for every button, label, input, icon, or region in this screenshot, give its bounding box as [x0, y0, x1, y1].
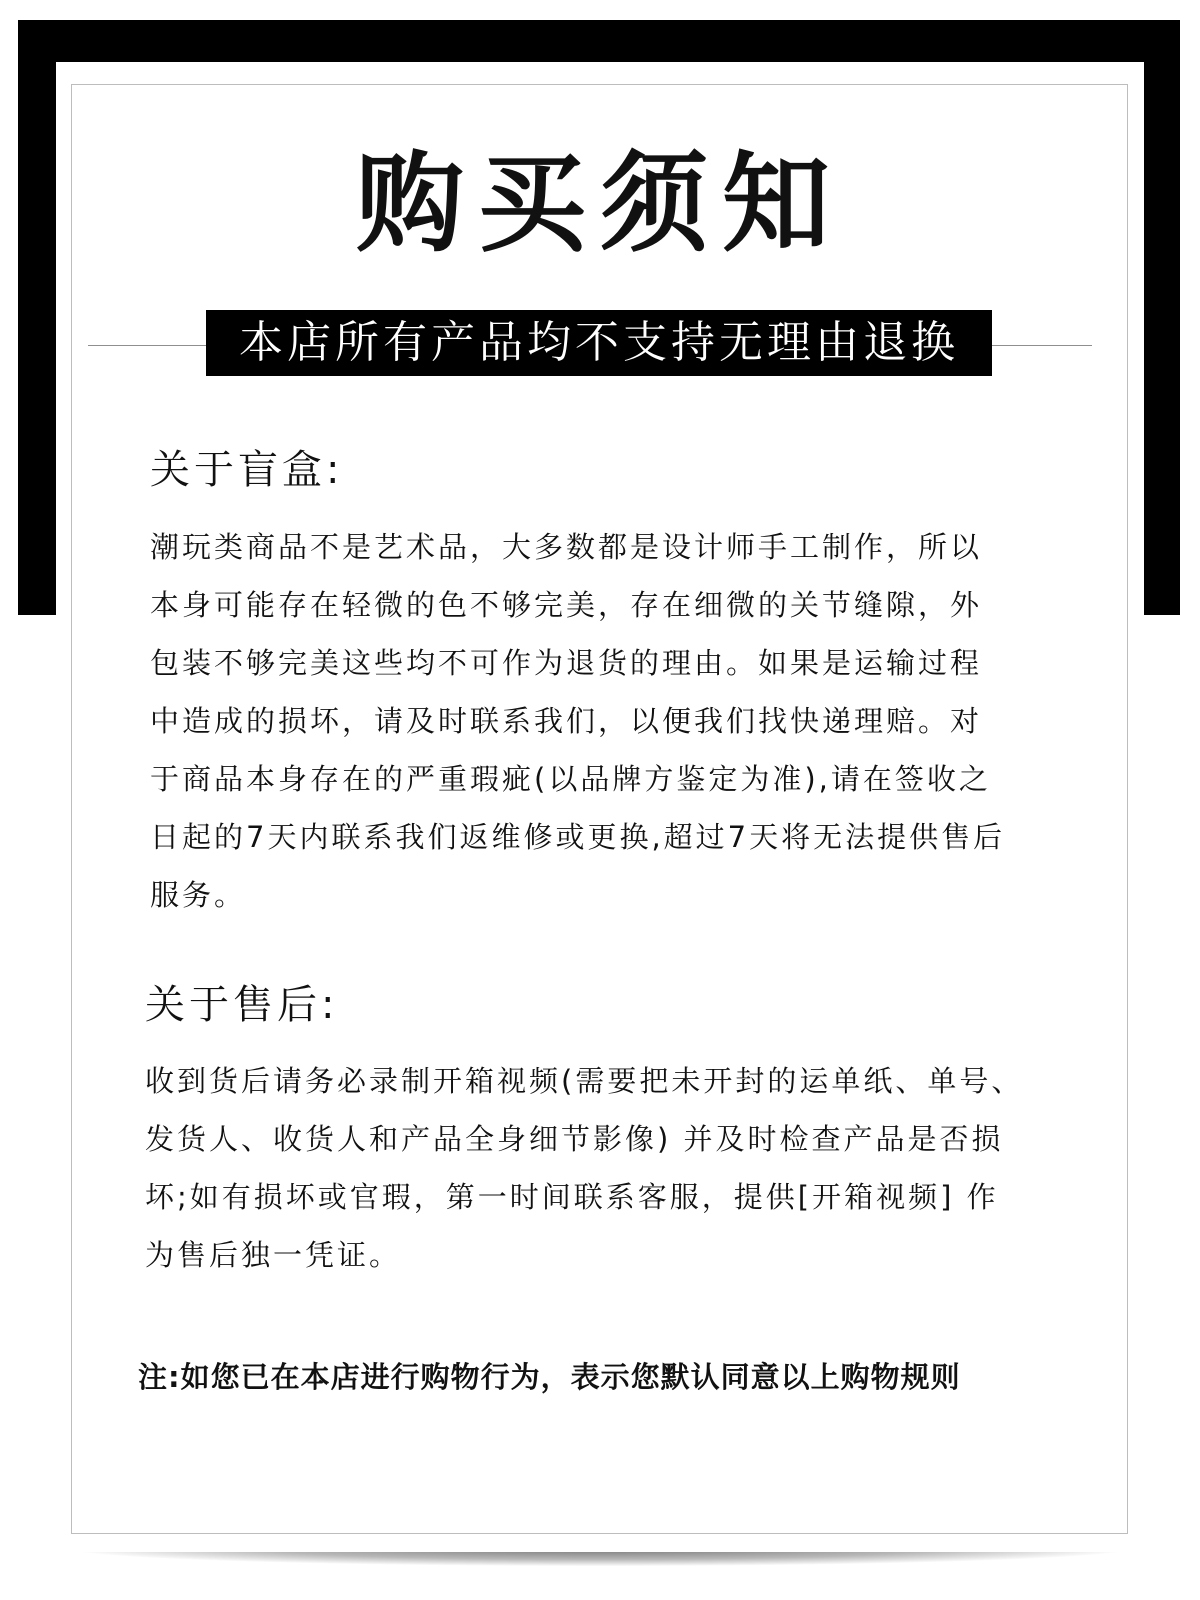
paragraph-line: 日起的7天内联系我们返维修或更换,超过7天将无法提供售后 [150, 820, 1006, 854]
paragraph-line: 本身可能存在轻微的色不够完美，存在细微的关节缝隙，外 [150, 588, 983, 622]
paragraph-line: 坏;如有损坏或官瑕，第一时间联系客服，提供[开箱视频] 作 [145, 1180, 999, 1214]
section-heading-blind-box: 关于盲盒: [150, 447, 344, 493]
section-heading-after-sales: 关于售后: [145, 982, 339, 1028]
paragraph-line: 收到货后请务必录制开箱视频(需要把未开封的运单纸、单号、 [145, 1064, 1024, 1098]
paragraph-line: 中造成的损坏，请及时联系我们，以便我们找快递理赔。对 [150, 704, 983, 738]
paragraph-line: 包装不够完美这些均不可作为退货的理由。如果是运输过程 [150, 646, 983, 680]
paragraph-line: 服务。 [150, 878, 247, 912]
page-title: 购买须知 [355, 142, 844, 267]
no-return-banner: 本店所有产品均不支持无理由退换 [206, 310, 992, 376]
blind-box-paragraph [150, 518, 1090, 924]
paragraph-line: 发货人、收货人和产品全身细节影像) 并及时检查产品是否损 [145, 1122, 1004, 1156]
paragraph-line: 为售后独一凭证。 [145, 1238, 402, 1272]
paragraph-line: 潮玩类商品不是艺术品，大多数都是设计师手工制作，所以 [150, 530, 983, 564]
footer-note: 注:如您已在本店进行购物行为，表示您默认同意以上购物规则 [138, 1360, 961, 1394]
paragraph-line: 于商品本身存在的严重瑕疵(以品牌方鉴定为准),请在签收之 [150, 762, 991, 796]
after-sales-paragraph [145, 1052, 1095, 1284]
